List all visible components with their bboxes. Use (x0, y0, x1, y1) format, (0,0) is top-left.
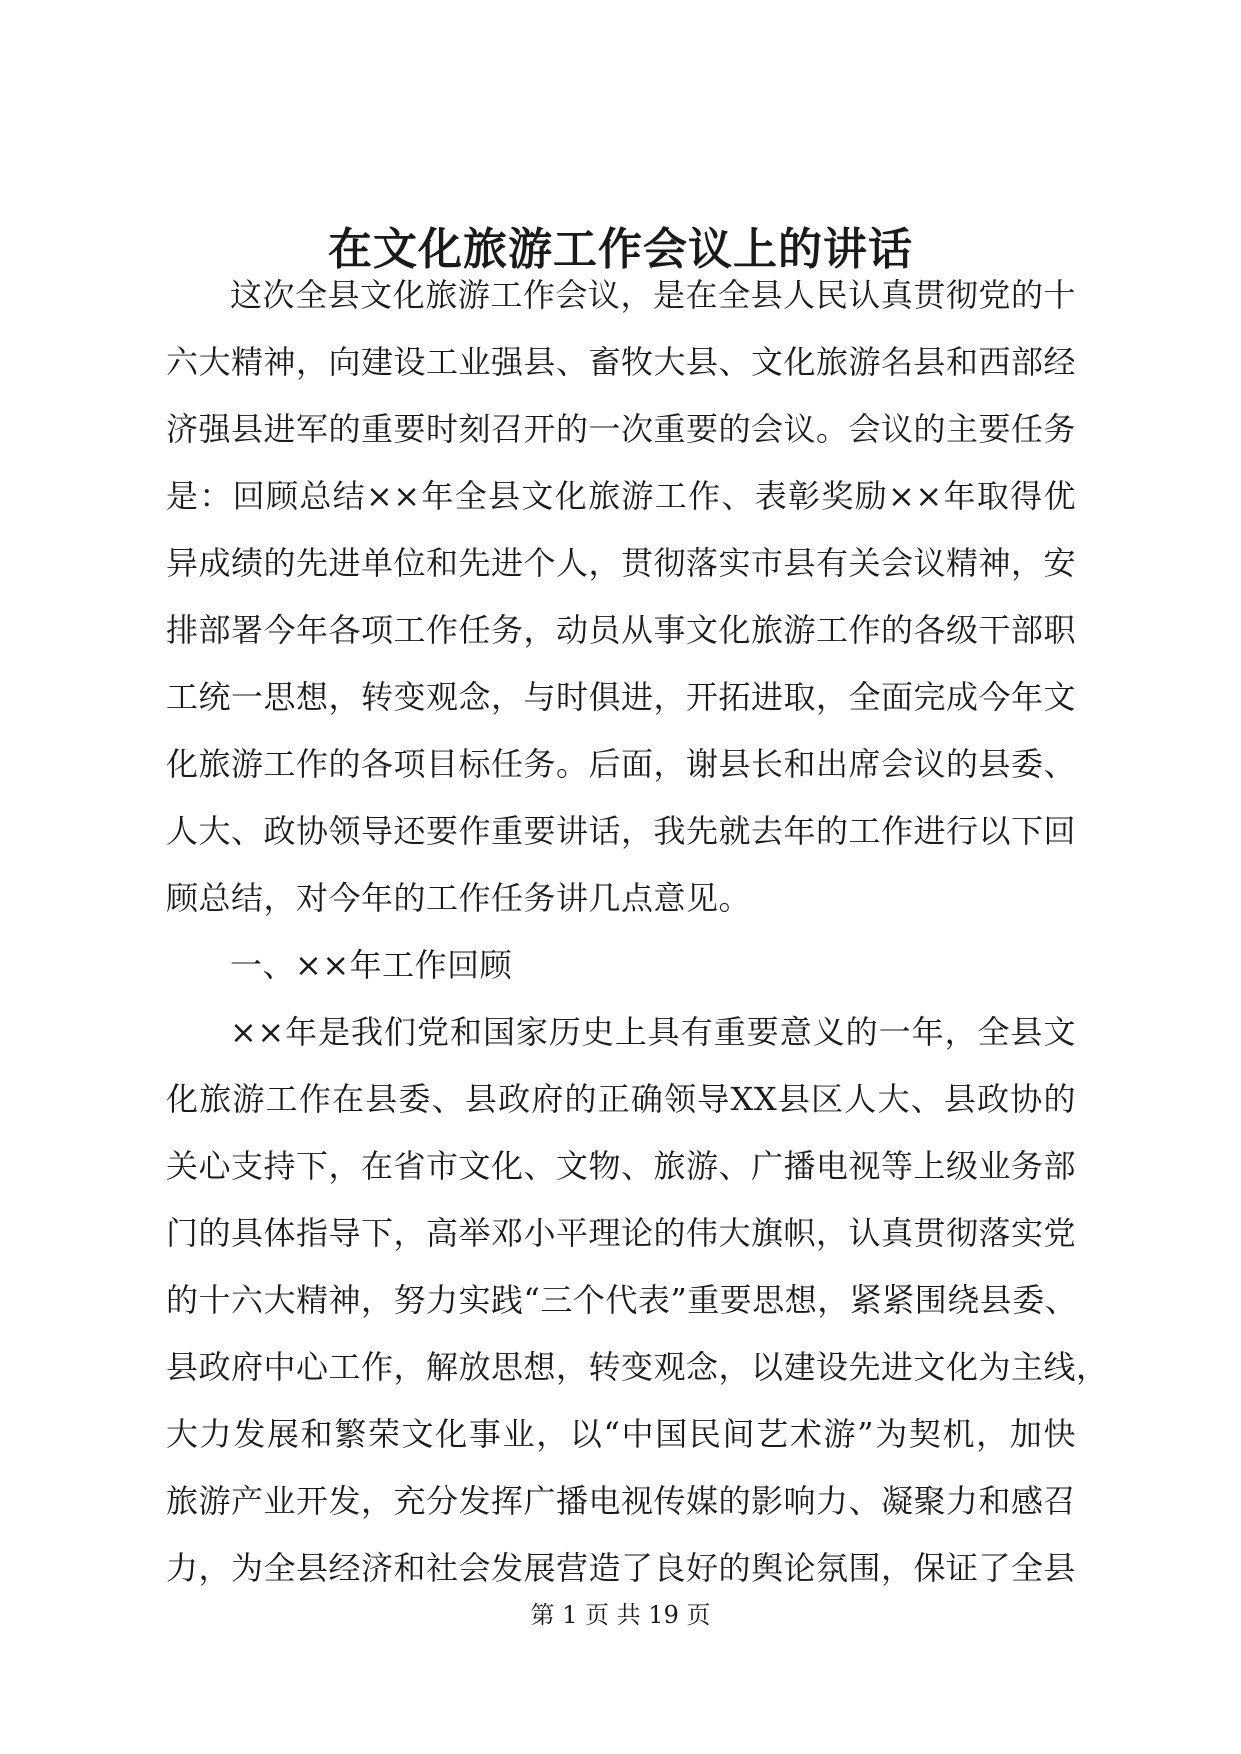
paragraph-line: 工统一思想，转变观念，与时俱进，开拓进取，全面完成今年文 (166, 678, 1077, 716)
paragraph-line: 力，为全县经济和社会发展营造了良好的舆论氛围，保证了全县 (166, 1549, 1077, 1587)
paragraph-line: 异成绩的先进单位和先进个人，贯彻落实市县有关会议精神，安 (166, 544, 1077, 582)
paragraph-line: 旅游产业开发，充分发挥广播电视传媒的影响力、凝聚力和感召 (166, 1482, 1077, 1520)
paragraph-line: 是：回顾总结××年全县文化旅游工作、表彰奖励××年取得优 (166, 477, 1076, 515)
section-heading: 一、××年工作回顾 (230, 946, 513, 984)
paragraph-line: 化旅游工作的各项目标任务。后面，谢县长和出席会议的县委、 (166, 745, 1077, 783)
paragraph-line: 的十六大精神，努力实践“三个代表”重要思想，紧紧围绕县委、 (166, 1281, 1078, 1319)
paragraph-line: 人大、政协领导还要作重要讲话，我先就去年的工作进行以下回 (166, 812, 1077, 850)
paragraph-line: 化旅游工作在县委、县政府的正确领导XX县区人大、县政协的 (166, 1080, 1076, 1118)
page-footer: 第 1 页 共 19 页 (530, 1601, 711, 1629)
paragraph-line: 关心支持下，在省市文化、文物、旅游、广播电视等上级业务部 (166, 1147, 1077, 1185)
document-body (166, 262, 1109, 1602)
paragraph-line: 顾总结，对今年的工作任务讲几点意见。 (166, 879, 752, 917)
paragraph-line: 济强县进军的重要时刻召开的一次重要的会议。会议的主要任务 (166, 410, 1077, 448)
paragraph-line: 这次全县文化旅游工作会议，是在全县人民认真贯彻党的十 (230, 276, 1076, 314)
paragraph-line: 排部署今年各项工作任务，动员从事文化旅游工作的各级干部职 (166, 611, 1077, 649)
paragraph-line: 门的具体指导下，高举邓小平理论的伟大旗帜，认真贯彻落实党 (166, 1214, 1077, 1252)
paragraph-line: 六大精神，向建设工业强县、畜牧大县、文化旅游名县和西部经 (166, 343, 1077, 381)
paragraph-line: ××年是我们党和国家历史上具有重要意义的一年，全县文 (230, 1013, 1076, 1051)
document-title: 在文化旅游工作会议上的讲话 (328, 224, 913, 275)
paragraph-line: 大力发展和繁荣文化事业，以“中国民间艺术游”为契机，加快 (166, 1415, 1076, 1453)
paragraph-line: 县政府中心工作，解放思想，转变观念，以建设先进文化为主线， (166, 1348, 1109, 1386)
